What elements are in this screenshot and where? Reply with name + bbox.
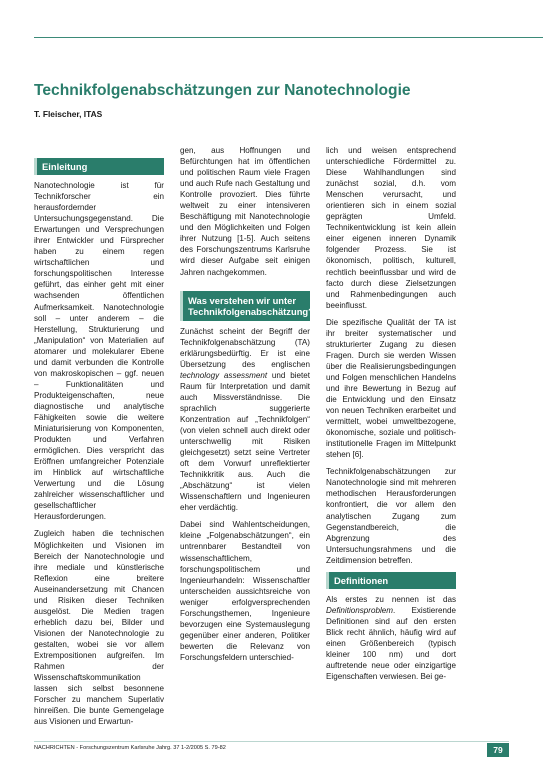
paragraph: Zugleich haben die technischen Möglichkeiten und Visionen im Bereich der Nanotechnologie und ihre mediale und künstlerische Reflexion eine breitere Auseinandersetzung mit Chancen und Risiken dieser Techniken ausgelöst. Die Medien tragen erheblich dazu bei, Bilder und Visionen der Nanotechnologie zu gestalten, wobei sie vor allem Extrempositionen aufgreifen. Im Rahmen der Wissenschaftskommunikation lassen sich selbst besonnene Forscher zu manchem Superlativ hinreißen. Die bunte Gemengelage aus Visionen und Erwartun- <box>34 529 164 727</box>
paragraph: gen, aus Hoffnungen und Befürchtungen hat im öffentlichen und politischen Raum viele Fragen und auch Rufe nach Gestaltung und Kontrolle provoziert. Dies führte weltweit zu einer intensiveren Beschäftigung mit Nanotechnologie und den Möglichkeiten und Folgen ihrer Nutzung [1-5]. Auch seitens des Forschungszentrums Karlsruhe wird dieser Aufgabe seit einigen Jahren nachgekommen. <box>180 146 310 277</box>
paragraph-text: Zunächst scheint der Begriff der Technikfolgenabschätzung (TA) erklärungsbedürftig. Er ist eine Übersetzung des englischen <box>180 326 310 369</box>
paragraph: Dabei sind Wahlentscheidungen, kleine „Folgenabschätzungen“, ein untrennbarer Bestandteil von wissenschaftlichem, forschungspolitischem und Ingenieurhandeln: Wissenschaftler unterscheiden aussichtsreiche von weniger erfolgversprechenden Forschungsthemen, Ingenieure bevorzugen eine Systemauslegung gegenüber einer anderen, Politiker bewerten die Relevanz von Forschungsfeldern unterschied- <box>180 520 310 662</box>
column-1 <box>34 158 164 733</box>
column-2 <box>180 145 314 669</box>
section-heading-ta: Was verstehen wir unter Technikfolgenabschätzung? <box>180 291 310 321</box>
paragraph <box>326 594 456 682</box>
footer-citation: NACHRICHTEN - Forschungszentrum Karlsruhe Jahrg. 37 1-2/2005 S. 79-82 <box>34 745 226 751</box>
paragraph: lich und weisen entsprechend unterschiedliche Fördermittel zu. Diese Wahlhandlungen sind zunächst sozial, d.h. vom Menschen verursacht, und orientieren sich in einem sozial geprägten Umfeld. Technikentwicklung ist kein allein einer eigenen inneren Dynamik folgender Prozess. Sie ist ökonomisch, politisch, kulturell, rechtlich beeinflussbar und wird de facto durch diese Zielsetzungen und Rahmenbedingungen auch beeinflusst. <box>326 146 456 310</box>
paragraph-text: und bietet Raum für Interpretation und damit auch Missverständnisse. Die sprachlich suggerierte Konzentration auf „Technikfolgen“ (von vielen schnell auch direkt oder unterschwellig mit Risiken gleichgesetzt) setzt seine Vertreter oft dem Vorwurf unreflektierter Technikkritik aus. Auch die „Abschätzung“ ist vielen Wissenschaftlern und Ingenieuren eher verdächtig. <box>180 370 310 513</box>
paragraph: Nanotechnologie ist für Technikforscher ein herausfordernder Untersuchungsgegenstand. Die Erwartungen und Versprechungen ihrer Entwickler und Fürsprecher haben zu einem regen wirtschaftlichen und forschungspolitischen Interesse geführt, das einher geht mit einer wachsenden öffentlichen Aufmerksamkeit. Nanotechnologie soll – unter anderem – die Herstellung, Strukturierung und „Manipulation“ von Materialien auf atomarer und molekularer Ebene und damit verbunden die Kontrolle von makroskopischen – ggf. neuen – Funktionalitäten und Produkteigenschaften, neue diagnostische und analytische Fähigkeiten sowie die weitere Miniaturisierung von Komponenten, Produkten und Verfahren ermöglichen. Dies verspricht das Eröffnen umfangreicher Potenziale im Hinblick auf wirtschaftliche Verwertung und die Lösung zahlreicher wissenschaftlicher und gesellschaftlicher Herausforderungen. <box>34 181 164 522</box>
column-3 <box>326 145 456 688</box>
emphasis-text: Definitionsproblem <box>326 605 394 615</box>
page-number: 79 <box>487 743 509 757</box>
header-rule <box>34 37 543 38</box>
emphasis-text: technology assessment <box>180 370 268 380</box>
paragraph: Die spezifische Qualität der TA ist ihr breiter systematischer und strukturierter Zugang zu diesen Fragen. Durch sie werden Wissen über die Realisierungsbedingungen und Folgen menschlichen Handelns und ihre Bewertung in Bezug auf die Entwicklung und den Einsatz von neuen Techniken erarbeitet und vermittelt, wobei umweltbezogene, ökonomische, soziale und politisch-institutionelle Fragen im Mittelpunkt stehen [6]. <box>326 317 456 460</box>
author-line: T. Fleischer, ITAS <box>34 109 103 119</box>
paragraph <box>180 326 310 514</box>
paragraph-text: . Existierende Definitionen sind auf den ersten Blick recht ähnlich, häufig wird auf einen Größenbereich (typisch kleiner 100 nm) und dort auftretende neue oder einzigartige Eigenschaften verwiesen. Bei ge- <box>326 605 456 682</box>
paragraph-text: Als erstes zu nennen ist das <box>326 594 456 604</box>
paragraph: Technikfolgenabschätzungen zur Nanotechnologie sind mit mehreren methodischen Herausforderungen konfrontiert, die vor allem den analytischen Zugang zum Gegenstandbereich, die Abgrenzung des Untersuchungsrahmens und die Zeitdimension betreffen. <box>326 467 456 565</box>
article-title: Technikfolgenabschätzungen zur Nanotechnologie <box>34 82 411 99</box>
footer-rule <box>34 741 509 742</box>
section-heading-definitionen: Definitionen <box>326 572 456 589</box>
section-heading-einleitung: Einleitung <box>34 158 164 175</box>
